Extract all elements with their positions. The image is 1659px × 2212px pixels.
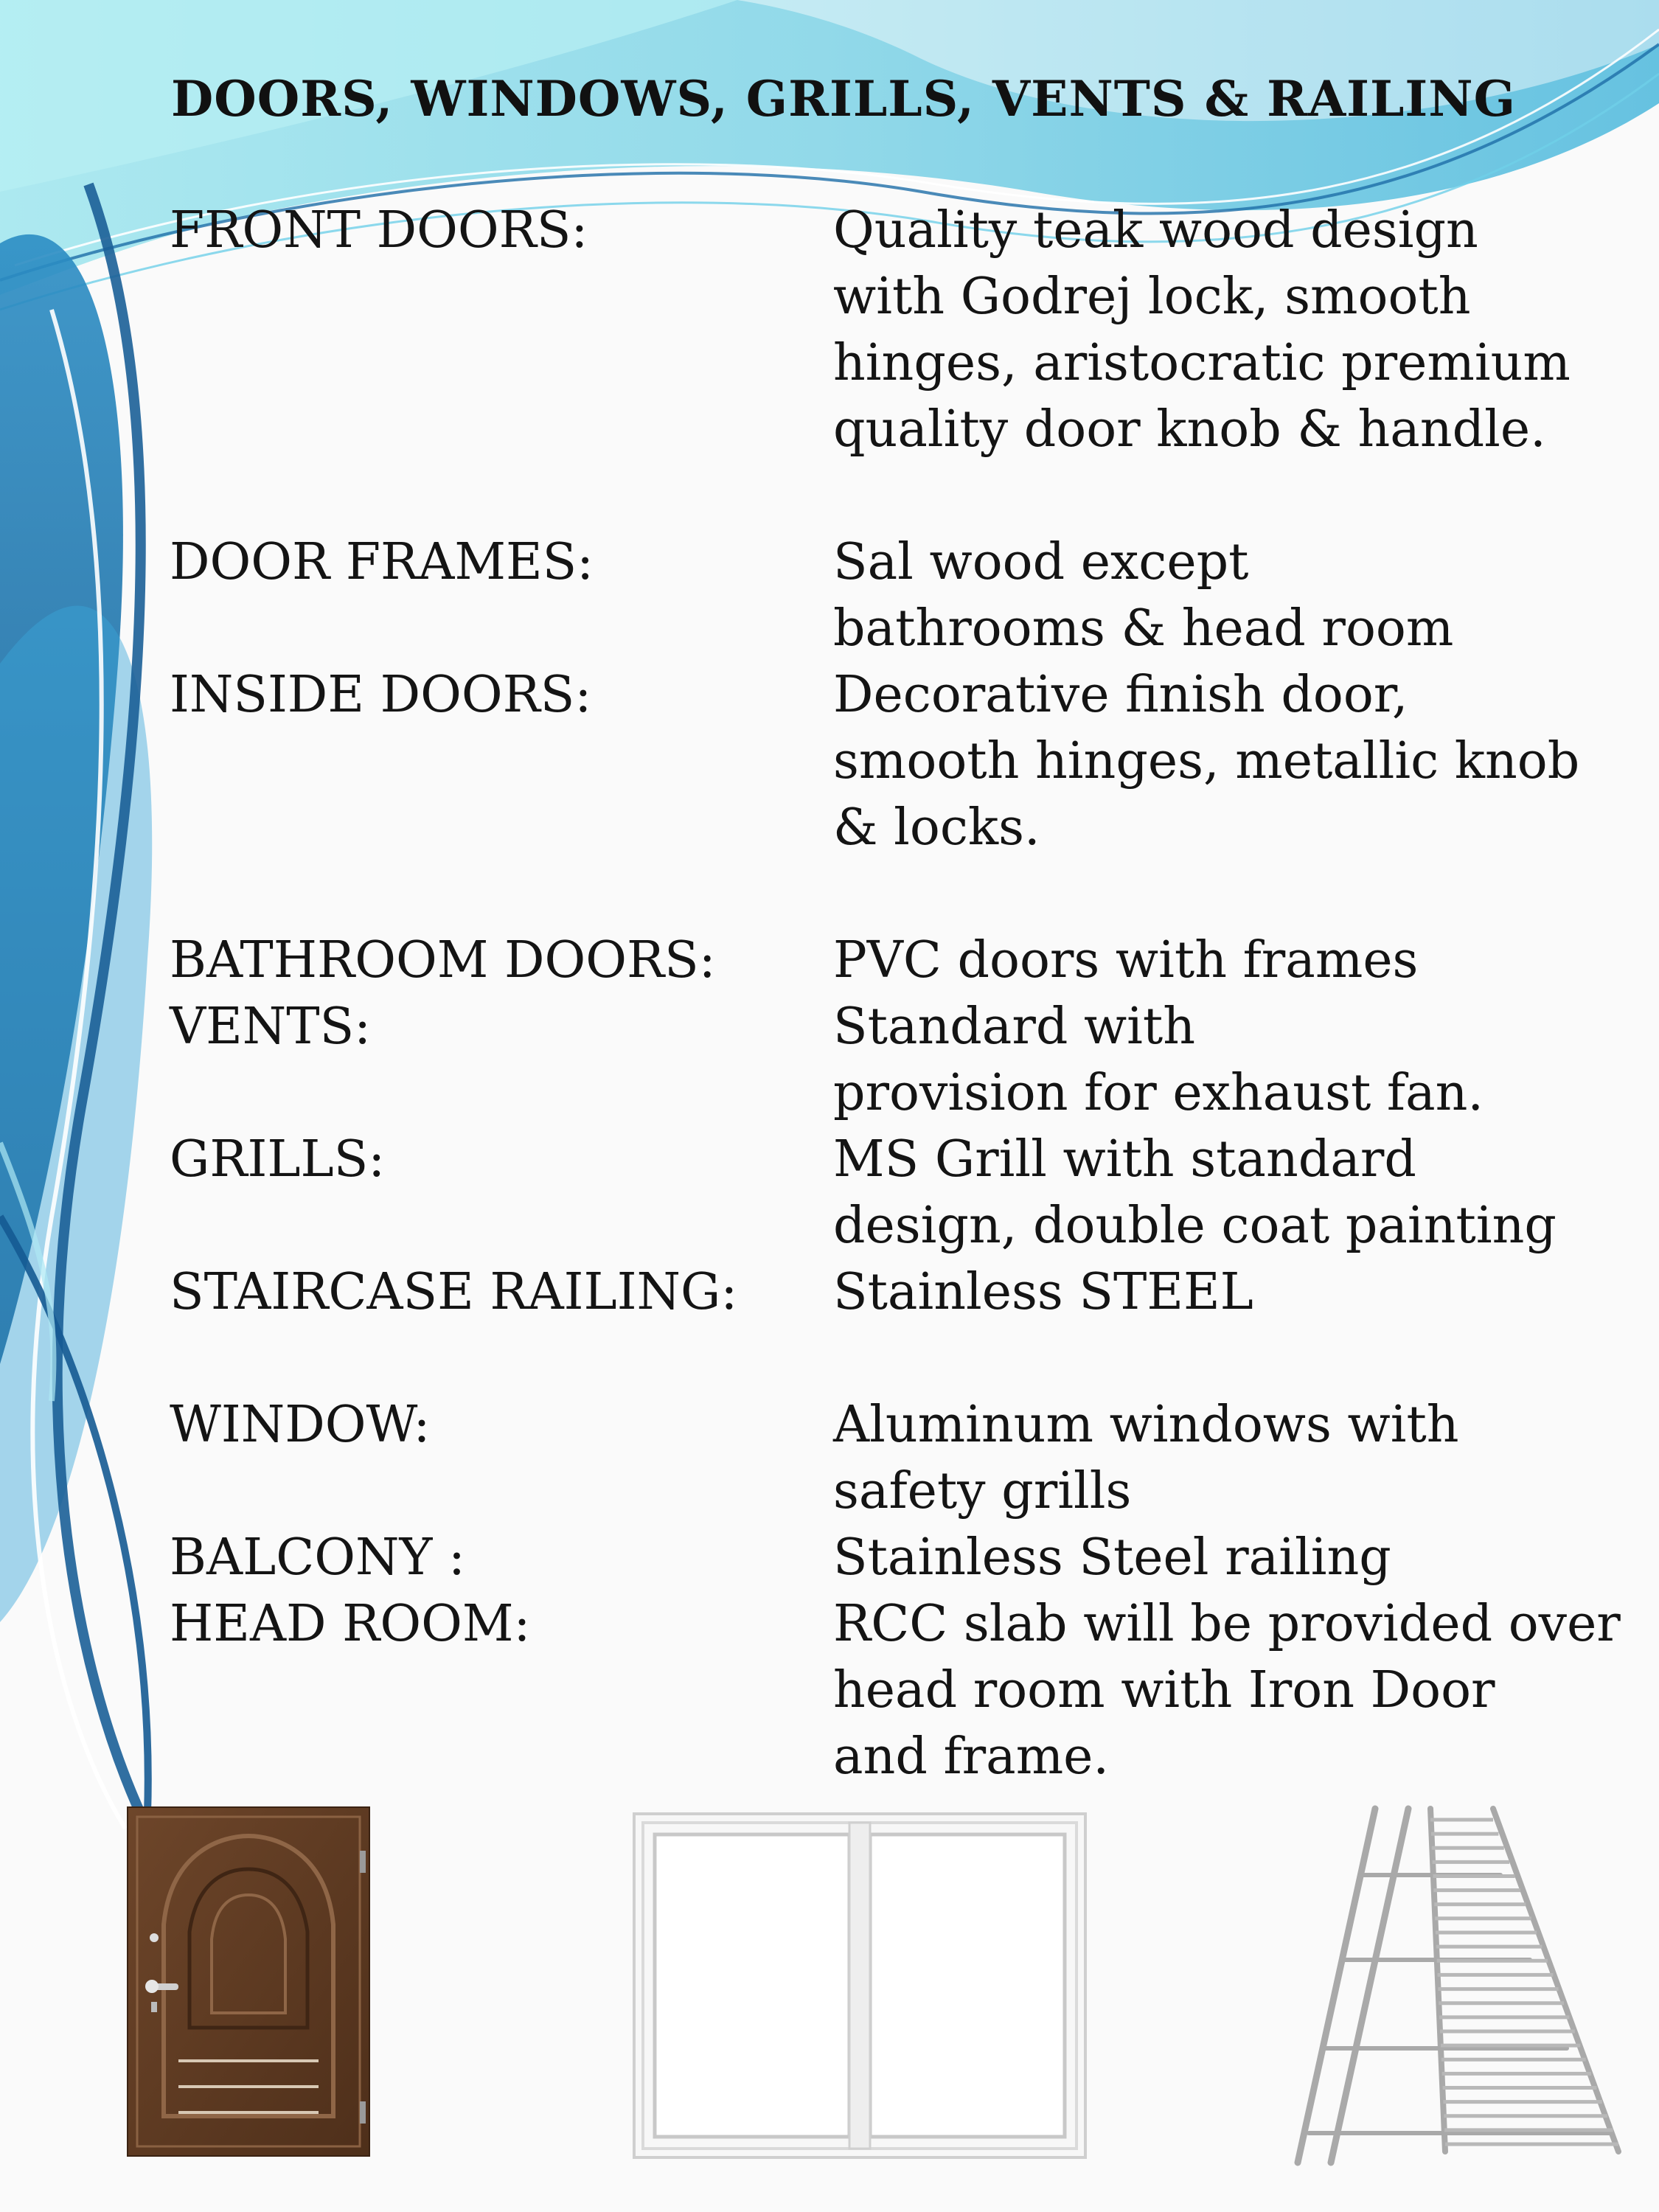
spec-label-grills: GRILLS: bbox=[170, 1130, 386, 1189]
window-image bbox=[633, 1812, 1087, 2159]
spec-label-inside-doors: INSIDE DOORS: bbox=[170, 666, 592, 724]
spec-text-vents: Standard with bbox=[833, 998, 1196, 1056]
spec-text-grills: MS Grill with standard bbox=[833, 1130, 1416, 1189]
spec-text-staircase-railing: Stainless STEEL bbox=[833, 1263, 1253, 1321]
spec-label-window: WINDOW: bbox=[170, 1396, 431, 1454]
spec-text-head-room: RCC slab will be provided over bbox=[833, 1595, 1621, 1653]
spec-label-front-doors: FRONT DOORS: bbox=[170, 201, 588, 260]
spec-text-front-doors: hinges, aristocratic premium bbox=[833, 334, 1571, 392]
spec-label-staircase-railing: STAIRCASE RAILING: bbox=[170, 1263, 738, 1321]
spec-text-front-doors: quality door knob & handle. bbox=[833, 400, 1546, 459]
spec-label-door-frames: DOOR FRAMES: bbox=[170, 533, 594, 591]
spec-label-balcony: BALCONY : bbox=[170, 1528, 465, 1587]
spec-text-balcony: Stainless Steel railing bbox=[833, 1528, 1391, 1587]
spec-text-window: safety grills bbox=[833, 1462, 1132, 1520]
door-image bbox=[127, 1806, 370, 2157]
spec-text-front-doors: with Godrej lock, smooth bbox=[833, 268, 1471, 326]
spec-text-head-room: head room with Iron Door bbox=[833, 1661, 1495, 1719]
spec-text-inside-doors: & locks. bbox=[833, 799, 1040, 857]
spec-text-door-frames: Sal wood except bbox=[833, 533, 1249, 591]
spec-label-head-room: HEAD ROOM: bbox=[170, 1595, 531, 1653]
railing-image bbox=[1287, 1805, 1626, 2166]
spec-text-bathroom-doors: PVC doors with frames bbox=[833, 931, 1419, 990]
spec-label-vents: VENTS: bbox=[170, 998, 372, 1056]
spec-label-bathroom-doors: BATHROOM DOORS: bbox=[170, 931, 716, 990]
spec-text-window: Aluminum windows with bbox=[833, 1396, 1459, 1454]
spec-text-inside-doors: Decorative finish door, bbox=[833, 666, 1408, 724]
spec-text-head-room: and frame. bbox=[833, 1728, 1110, 1786]
spec-text-vents: provision for exhaust fan. bbox=[833, 1064, 1484, 1122]
spec-text-door-frames: bathrooms & head room bbox=[833, 599, 1454, 658]
spec-text-grills: design, double coat painting bbox=[833, 1197, 1557, 1255]
page-title: DOORS, WINDOWS, GRILLS, VENTS & RAILING bbox=[171, 70, 1516, 128]
spec-text-inside-doors: smooth hinges, metallic knob bbox=[833, 732, 1580, 790]
spec-text-front-doors: Quality teak wood design bbox=[833, 201, 1478, 260]
